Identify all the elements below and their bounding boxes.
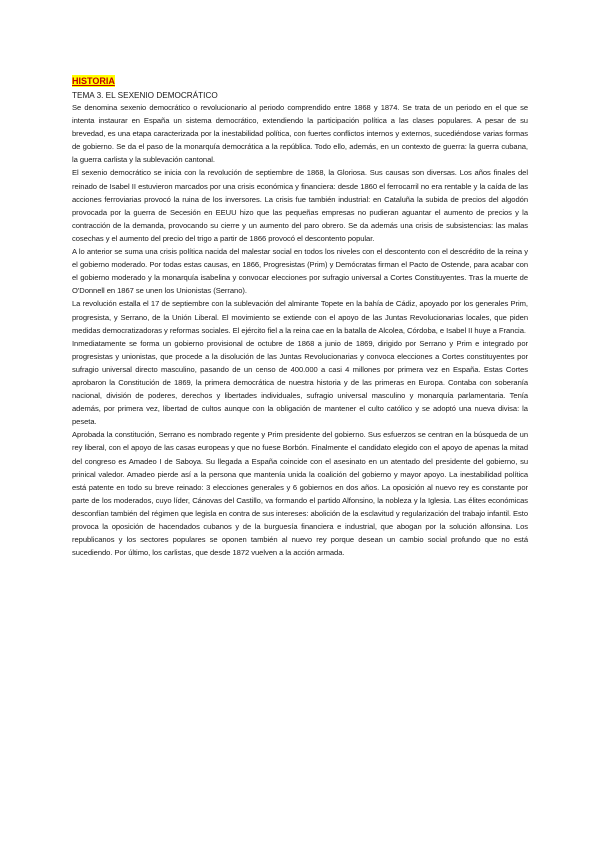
document-subheading: TEMA 3. EL SEXENIO DEMOCRÁTICO bbox=[72, 91, 218, 100]
paragraph-revolution: La revolución estalla el 17 de septiembre con la sublevación del almirante Topete en la bahía de Cádiz, apoyado por los generales Prim, progresista, y Serrano, de la Unión Liberal. El movimiento se extiende con el apoyo de las Juntas Revolucionarias locales, que piden medidas democratizadoras y reformas sociales. El ejército fiel a la reina cae en la batalla de Alcolea, Córdoba, e Isabel II huye a Francia. bbox=[72, 299, 528, 335]
document-page bbox=[72, 71, 528, 559]
paragraph-intro: Se denomina sexenio democrático o revolucionario al periodo comprendido entre 1868 y 1874. Se trata de un periodo en el que se intenta instaurar en España un sistema democrático, extendiendo la participación política a las clases populares. A pesar de su brevedad, es una etapa caracterizada por la inestabilidad política, con fuertes conflictos internos y externos, sucediéndose varias formas de gobierno. Se da el paso de la monarquía democrática a la república. Todo ello, además, en un contexto de guerra: la guerra cubana, la guerra carlista y la sublevación cantonal. bbox=[72, 103, 528, 165]
paragraph-provisional-government: Inmediatamente se forma un gobierno provisional de octubre de 1868 a junio de 1869, dirigido por Serrano y Prim e integrado por progresistas y unionistas, que procede a la disolución de las Juntas Revolucionarias y convoca elecciones a Cortes constituyentes por sufragio universal directo masculino, pasando de un censo de 400.000 a casi 4 millones por primera vez en España. Estas Cortes aprobaron la Constitución de 1869, la primera democrática de nuestra historia y de las primeras en Europa. Contaba con soberanía nacional, división de poderes, derechos y libertades individuales, sufragio universal masculino y monarquía parlamentaria. Tenía además, por primera vez, libertad de cultos aunque con la obligación de mantener el culto católico y se adoptó una nueva divisa: la peseta. bbox=[72, 338, 528, 427]
paragraph-amadeo: Aprobada la constitución, Serrano es nombrado regente y Prim presidente del gobierno. Sus esfuerzos se centran en la búsqueda de un rey liberal, con el apoyo de las casas europeas y que no fuese Borbón. Finalmente el candidato elegido con el apoyo de apenas la mitad del congreso es Amadeo I de Saboya. Su llegada a España coincide con el asesinato en un atentado del presidente del gobierno, su prinical valedor. Amadeo pierde así a la persona que mantenía unida la coalición del gobierno y mayor apoyo. La inestabilidad política está patente en todo su breve reinado: 3 elecciones generales y 6 gobiernos en dos años. La oposición al nuevo rey es constante por parte de los moderados, cuyo líder, Cánovas del Castillo, va formando el partido Alfonsino, la nobleza y la Iglesia. Las élites económicas desconfían también del régimen que legisla en contra de sus intereses: abolición de la esclavitud y regularización del trabajo infantil. Esto provoca la oposición de hacendados cubanos y de la burguesía financiera e industrial, que abogan por la solución alfonsina. Los republicanos y los sectores populares se oponen también al nuevo rey porque desean un cambio social profundo que no está sucediendo. Por último, los carlistas, que desde 1872 vuelven a la acción armada. bbox=[72, 430, 528, 558]
paragraph-political-crisis: A lo anterior se suma una crisis política nacida del malestar social en todos los niveles con el descontento con el descrédito de la reina y el gobierno moderado. Por todas estas causas, en 1866, Progresistas (Prim) y Demócratas firman el Pacto de Ostende, para acabar con el gobierno moderado y la monarquía isabelina y convocar elecciones por sufragio universal a Cortes Constituyentes. Tras la muerte de O'Donnell en 1867 se unen los Unionistas (Serrano). bbox=[72, 247, 528, 296]
document-heading: HISTORIA bbox=[72, 76, 115, 86]
paragraph-causes: El sexenio democrático se inicia con la revolución de septiembre de 1868, la Gloriosa. Sus causas son diversas. Los años finales del reinado de Isabel II estuvieron marcados por una crisis económica y financiera: desde 1860 el ferrocarril no era rentable y la caída de las acciones ferroviarias provocó la ruina de los inversores. La crisis fue también industrial: en Cataluña la subida de precios del algodón provocada por la guerra de Secesión en EEUU hizo que las pequeñas empresas no pudieran aguantar el aumento de precios y la contracción de la demanda, provocando su cierre y un aumento del paro obrero. Se da además una crisis de subsistencias: las malas cosechas y el aumento del precio del trigo a partir de 1866 provocó el descontento popular. bbox=[72, 168, 528, 243]
